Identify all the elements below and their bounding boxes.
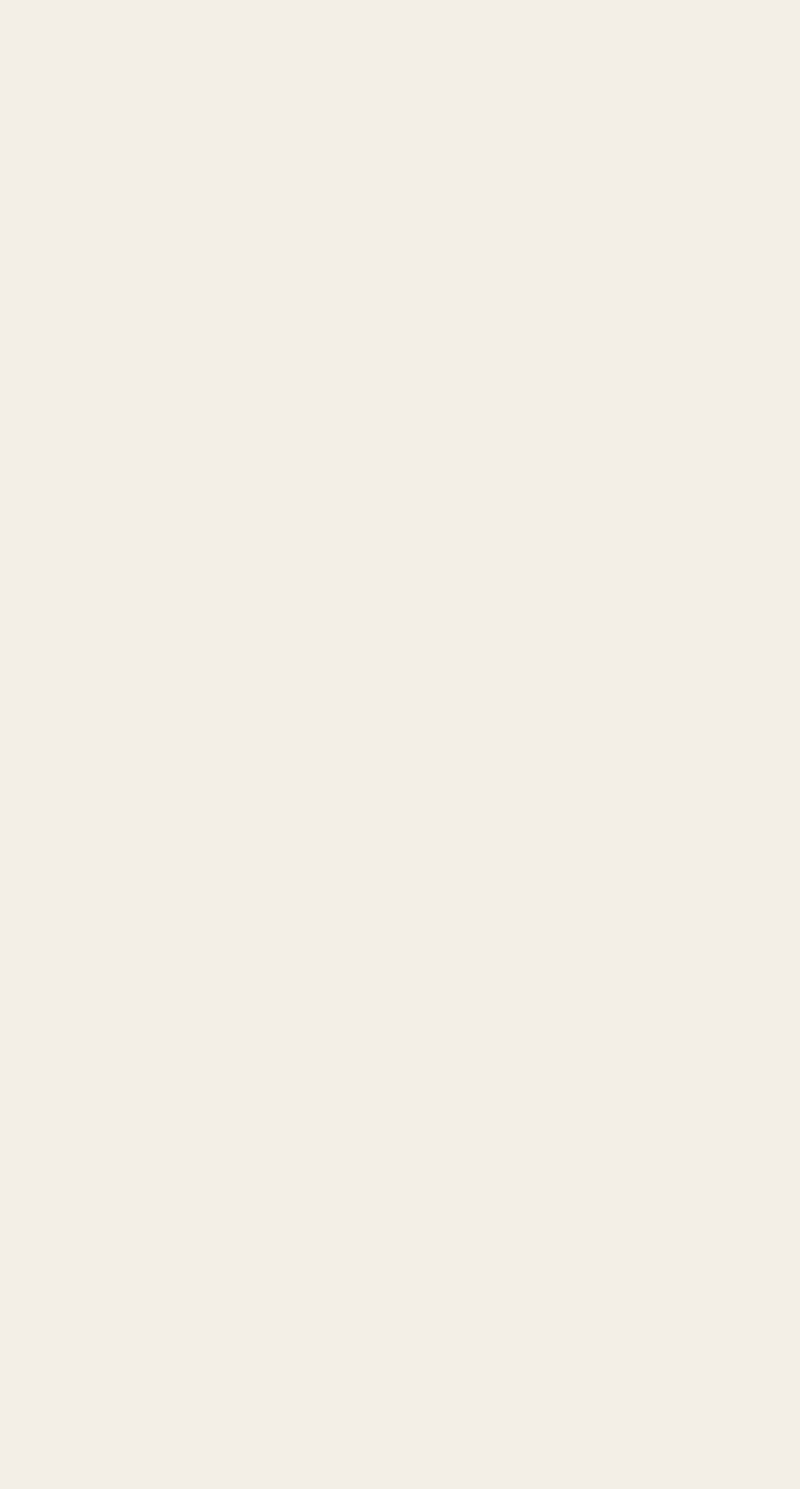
statistics-table (62, 385, 777, 1215)
